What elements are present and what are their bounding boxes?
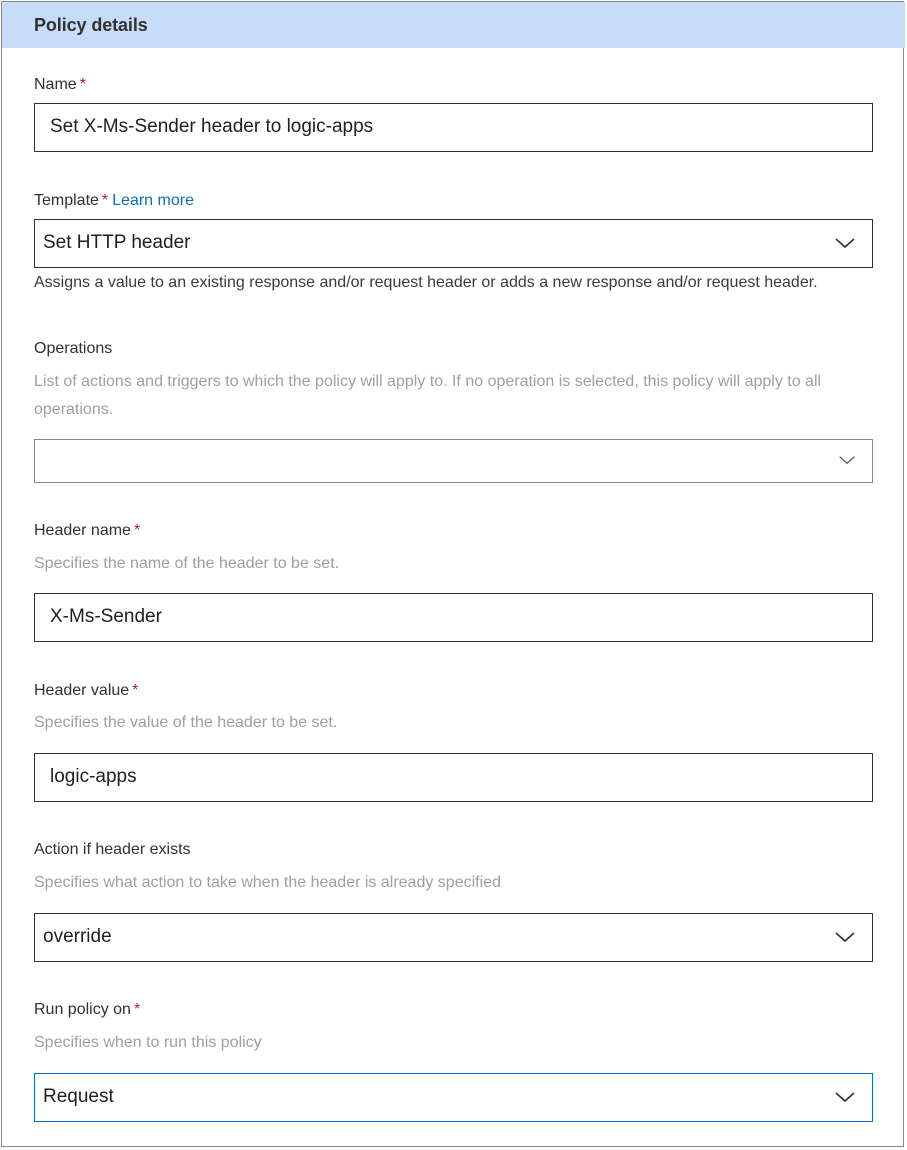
panel-title: Policy details <box>34 15 148 35</box>
chevron-down-icon[interactable] <box>838 453 856 467</box>
header-value-label-text: Header value <box>34 682 130 699</box>
chevron-down-icon[interactable] <box>834 235 856 251</box>
name-label-text: Name <box>34 76 77 93</box>
header-value-input-value: logic-apps <box>50 766 137 787</box>
run-policy-on-description: Specifies when to run this policy <box>34 1034 262 1051</box>
header-value-label <box>34 682 138 700</box>
run-policy-on-value: Request <box>43 1086 114 1107</box>
template-description: Assigns a value to an existing response and/or request header or adds a new response and/or request header. <box>34 274 818 291</box>
chevron-down-icon[interactable] <box>834 929 856 945</box>
name-input-value: Set X-Ms-Sender header to logic-apps <box>50 116 374 137</box>
action-if-exists-label <box>34 841 191 859</box>
required-mark: * <box>133 1001 141 1018</box>
template-label-text: Template <box>34 192 99 209</box>
template-label <box>34 192 194 210</box>
name-input[interactable] <box>34 103 873 152</box>
required-mark: * <box>101 192 109 209</box>
action-if-exists-value: override <box>43 926 112 947</box>
header-name-description: Specifies the name of the header to be set. <box>34 555 340 572</box>
operations-dropdown[interactable] <box>34 439 873 483</box>
header-name-input[interactable] <box>34 593 873 642</box>
run-policy-on-dropdown[interactable] <box>34 1073 873 1122</box>
operations-label-text: Operations <box>34 340 113 357</box>
required-mark: * <box>79 76 86 93</box>
chevron-down-icon[interactable] <box>834 1089 856 1105</box>
operations-label <box>34 340 112 358</box>
run-policy-on-label-text: Run policy on <box>34 1001 131 1018</box>
action-if-exists-label-text: Action if header exists <box>34 841 191 858</box>
header-value-input[interactable] <box>34 753 873 802</box>
template-dropdown[interactable] <box>34 219 873 268</box>
panel-header <box>2 2 905 48</box>
learn-more-link[interactable]: Learn more <box>112 192 194 209</box>
name-label <box>34 76 86 94</box>
header-value-description: Specifies the value of the header to be set. <box>34 714 338 731</box>
action-if-exists-dropdown[interactable] <box>34 913 873 962</box>
action-if-exists-description: Specifies what action to take when the header is already specified <box>34 874 501 891</box>
required-mark: * <box>132 682 139 699</box>
header-name-label-text: Header name <box>34 522 131 539</box>
required-mark: * <box>133 522 141 539</box>
operations-description: List of actions and triggers to which the policy will apply to. If no operation is selected, this policy will apply to all operations. <box>34 373 822 418</box>
header-name-input-value: X-Ms-Sender <box>50 606 162 627</box>
policy-details-panel <box>1 1 904 1147</box>
template-dropdown-value: Set HTTP header <box>43 232 191 253</box>
run-policy-on-label <box>34 1001 140 1019</box>
header-name-label <box>34 522 140 540</box>
